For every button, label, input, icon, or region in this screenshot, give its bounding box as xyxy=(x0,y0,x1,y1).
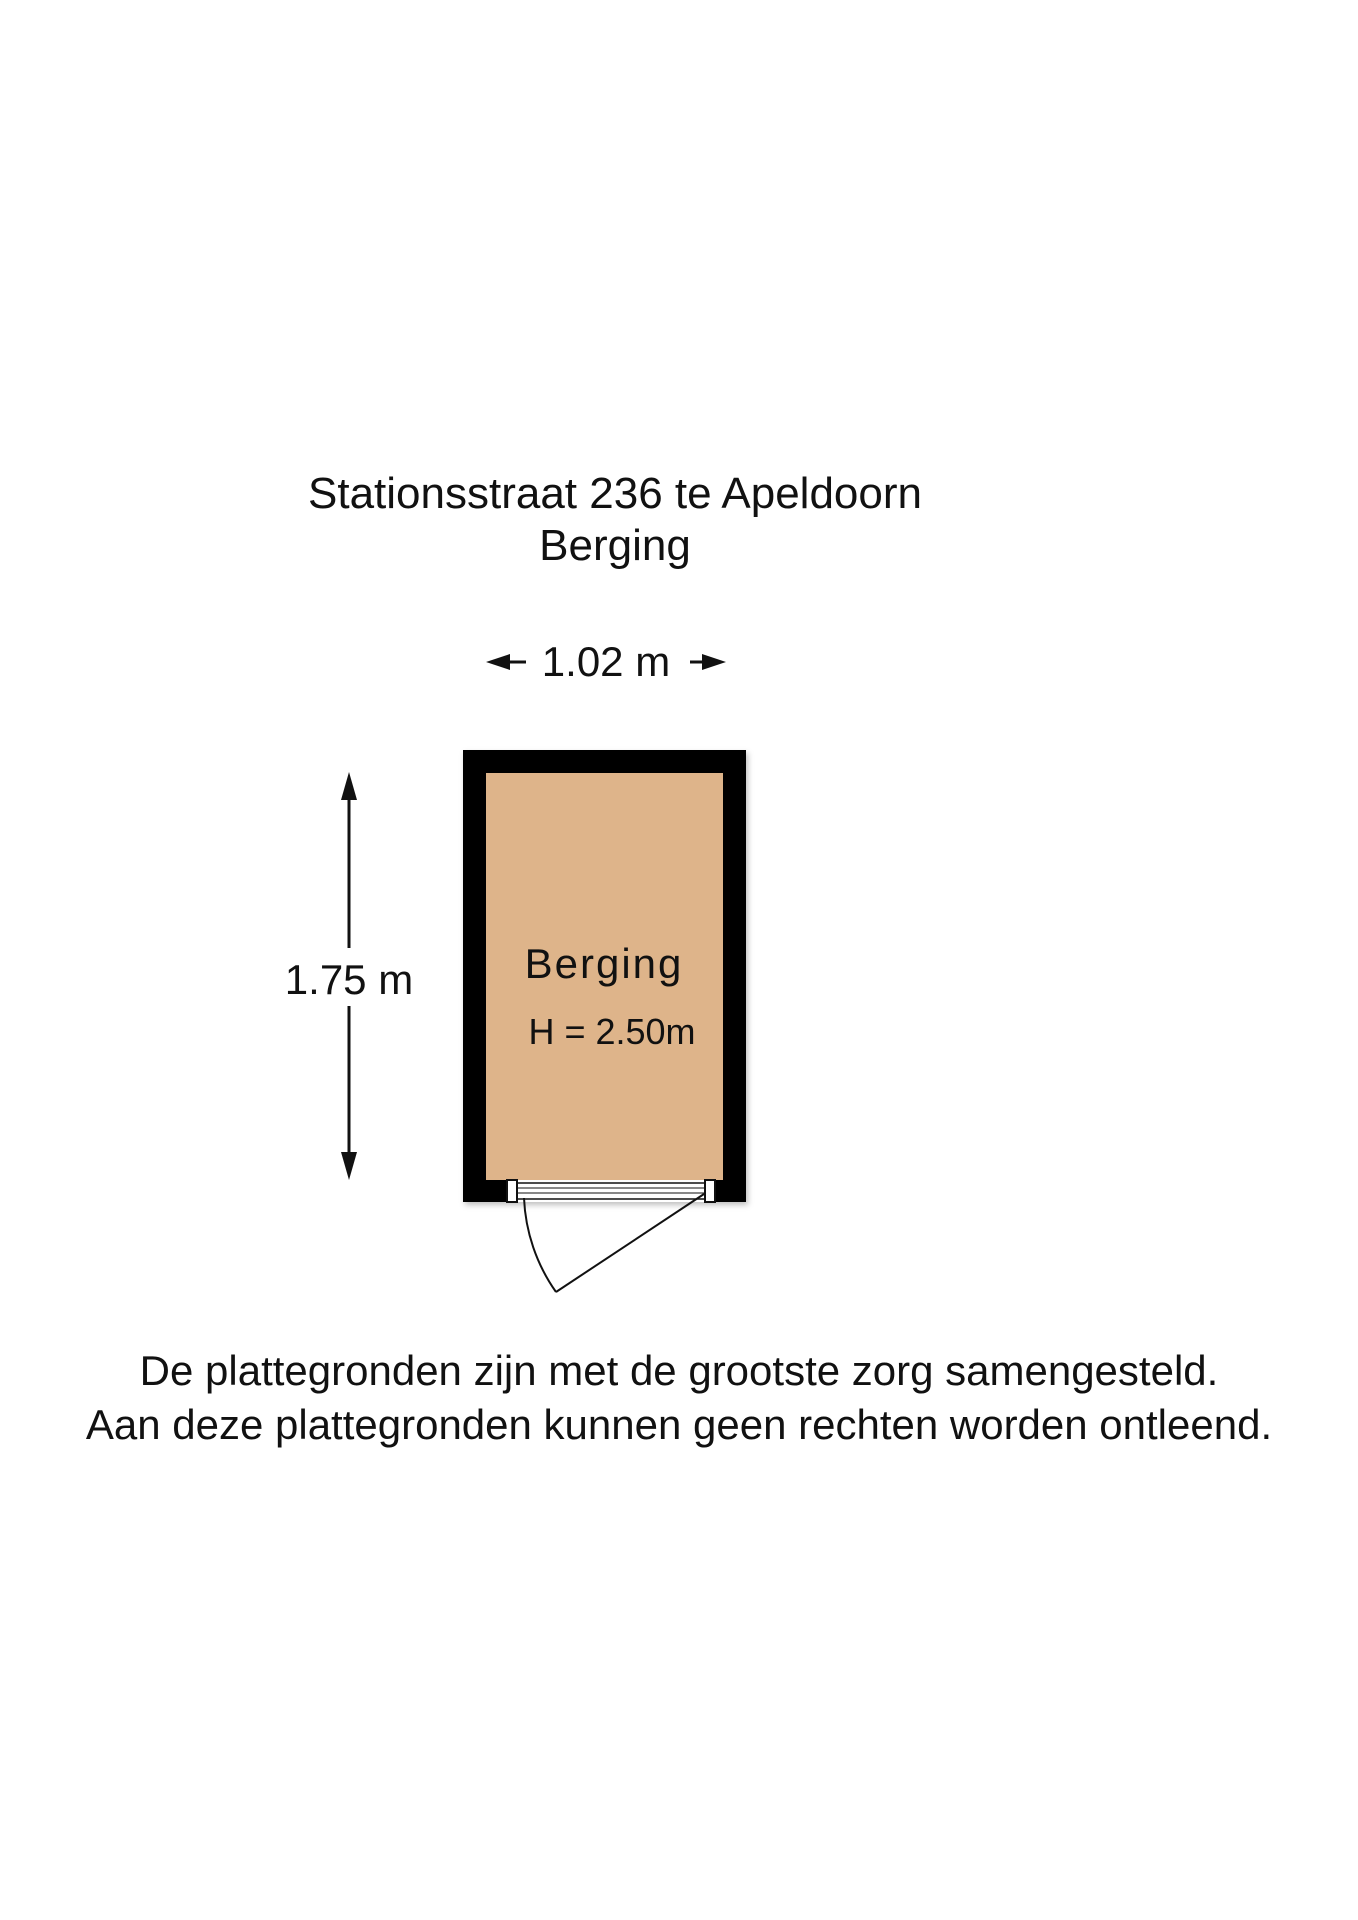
disclaimer-line-2: Aan deze plattegronden kunnen geen rechten worden ontleend. xyxy=(85,1401,1273,1448)
disclaimer xyxy=(0,1344,1358,1452)
width-arrow-right-head xyxy=(702,654,726,670)
room-berging xyxy=(463,750,746,1292)
depth-arrow-top-head xyxy=(341,772,357,800)
address-title: Stationsstraat 236 te Apeldoorn xyxy=(308,469,922,518)
disclaimer-line-1: De plattegronden zijn met de grootste zorg samengesteld. xyxy=(139,1347,1219,1394)
width-label: 1.02 m xyxy=(541,638,671,685)
floor-name: Berging xyxy=(539,521,691,570)
depth-dimension xyxy=(285,772,413,1180)
depth-arrow-bottom-head xyxy=(341,1152,357,1180)
door-leaf xyxy=(556,1194,704,1292)
depth-label: 1.75 m xyxy=(284,956,414,1003)
width-arrow-left-head xyxy=(486,654,510,670)
room-height: H = 2.50m xyxy=(528,1011,696,1052)
width-dimension xyxy=(486,638,726,685)
room-name: Berging xyxy=(524,940,684,987)
door-swing-arc xyxy=(524,1198,556,1292)
